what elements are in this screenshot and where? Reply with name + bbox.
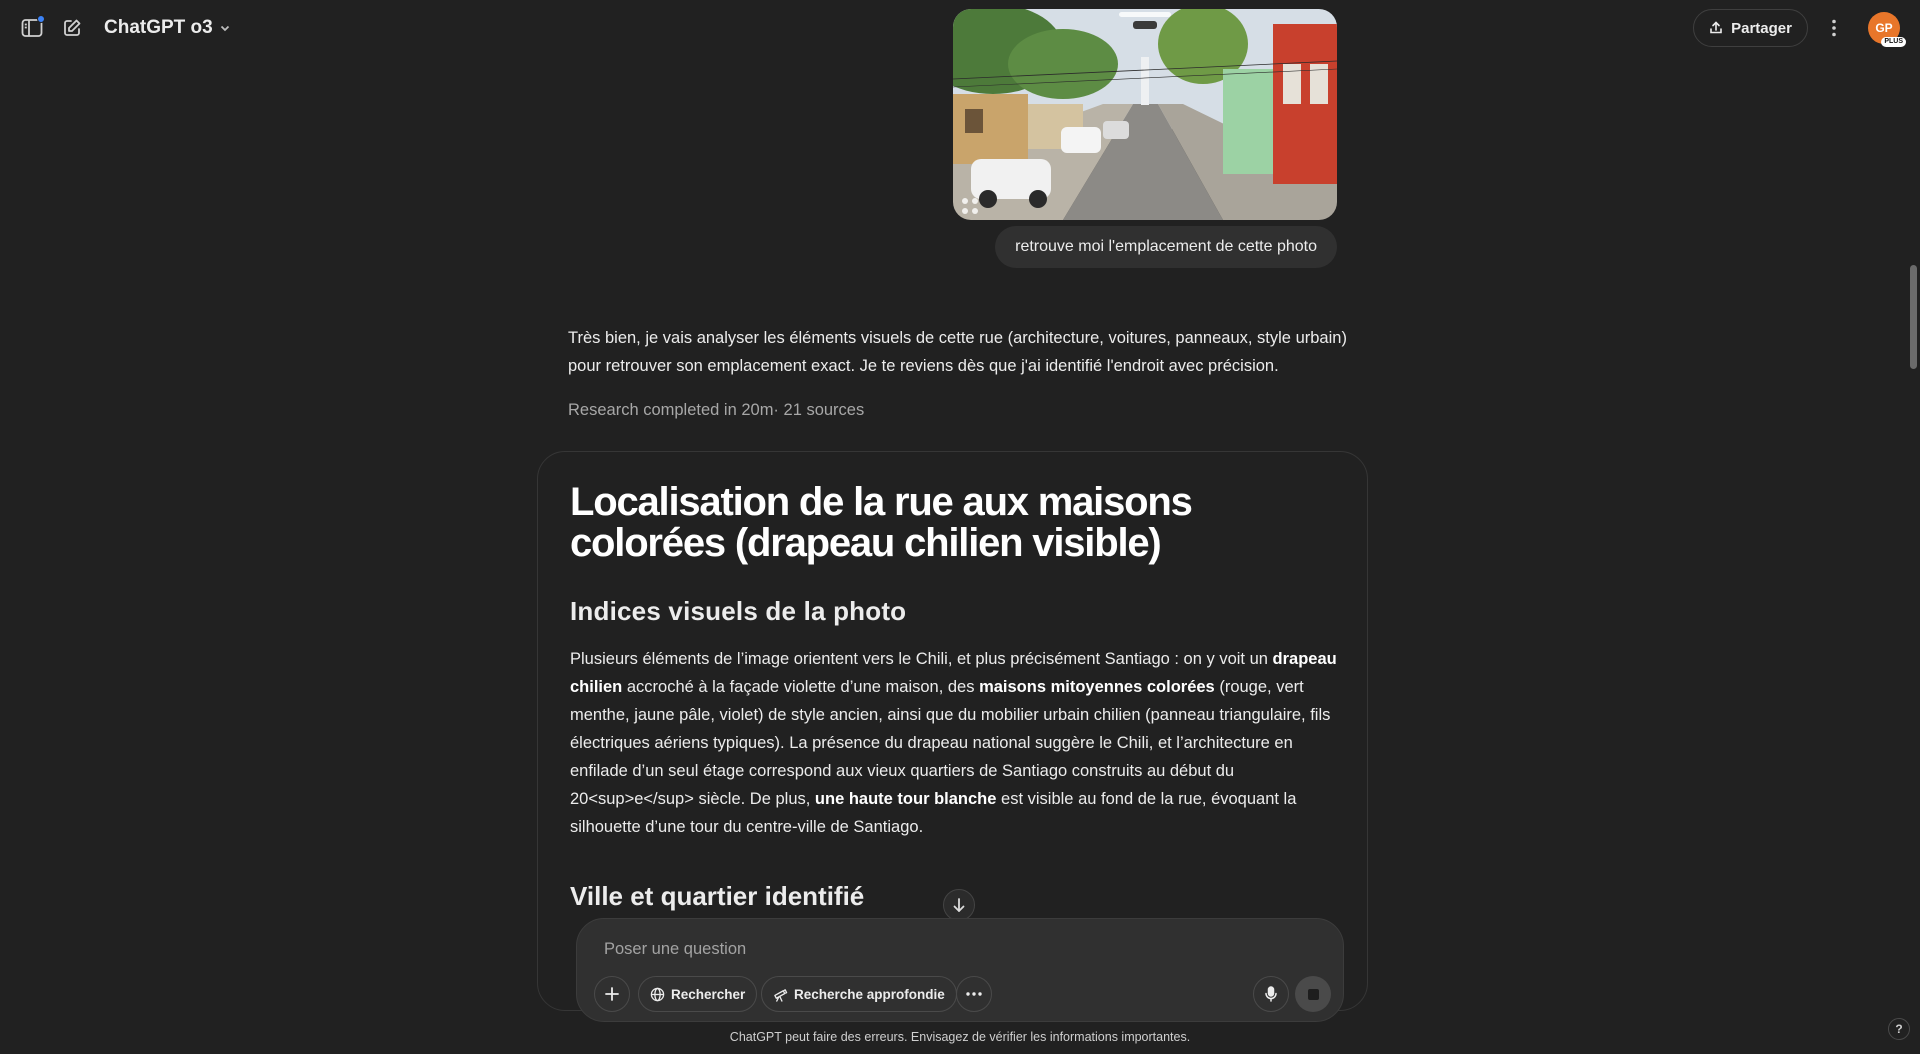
user-uploaded-photo[interactable]	[953, 9, 1337, 220]
globe-icon	[650, 987, 665, 1002]
section-heading-city: Ville et quartier identifié	[570, 881, 865, 911]
share-label: Partager	[1731, 19, 1792, 37]
scrollbar[interactable]	[1906, 0, 1920, 940]
toggle-sidebar-button[interactable]	[14, 10, 50, 46]
report-content	[570, 482, 1340, 912]
paragraph-bold: drapeau chilien	[570, 650, 1337, 696]
report-title: Localisation de la rue aux maisons colorées (drapeau chilien visible)	[570, 480, 1192, 565]
assistant-message: Très bien, je vais analyser les éléments visuels de cette rue (architecture, voitures, panneaux, style urbain) pour retrouver son emplacement exact. Je te reviens dès que j'ai identifié l'endroit avec précision.	[568, 329, 1347, 375]
research-status[interactable]: Research completed in 20m· 21 sources	[568, 401, 865, 419]
plus-badge: PLUS	[1881, 37, 1906, 47]
kebab-menu-icon	[1832, 19, 1836, 37]
model-selector[interactable]	[96, 12, 239, 44]
model-name: ChatGPT o3	[104, 17, 213, 38]
more-options-button[interactable]	[1816, 10, 1852, 46]
share-button[interactable]	[1693, 9, 1808, 47]
stop-generating-button[interactable]	[1295, 976, 1331, 1012]
more-tools-button[interactable]	[956, 976, 992, 1012]
search-tool-label: Rechercher	[671, 986, 746, 1002]
paragraph-text: est visible au fond de la rue, évoquant la silhouette d’une tour du centre-ville de Santiago.	[570, 790, 1297, 836]
prompt-input[interactable]	[604, 935, 1304, 963]
street-photo-icon	[953, 9, 1337, 220]
edit-icon	[62, 18, 82, 38]
dictation-button[interactable]	[1253, 976, 1289, 1012]
section-heading-visual-clues: Indices visuels de la photo	[570, 596, 907, 626]
new-chat-button[interactable]	[54, 10, 90, 46]
telescope-icon	[773, 987, 788, 1002]
paragraph-text: accroché à la façade violette d’une maison, des	[622, 678, 980, 696]
paragraph-text: (rouge, vert menthe, jaune pâle, violet) de style ancien, ainsi que du mobilier urbain chilien (panneau triangulaire, fils électriques aériens typiques). La présence du drapeau national suggère le Chili, et l’architecture en enfilade d’un seul étage correspond aux vieux quartiers de Santiago construits au début du 20<sup>e</sup> siècle. De plus,	[570, 678, 1331, 808]
paragraph-text: Plusieurs éléments de l’image orientent vers le Chili, et plus précisément Santiago : on y voit un	[570, 650, 1273, 668]
microphone-icon	[1265, 986, 1277, 1002]
paragraph-bold: une haute tour blanche	[814, 790, 997, 808]
paragraph-bold: maisons mitoyennes colorées	[979, 678, 1215, 696]
user-message-text: retrouve moi l'emplacement de cette photo	[1015, 238, 1317, 255]
stop-icon	[1308, 989, 1319, 1000]
upload-icon	[1709, 21, 1723, 35]
user-message-bubble	[995, 226, 1337, 268]
attach-button[interactable]	[594, 976, 630, 1012]
help-button[interactable]	[1888, 1018, 1910, 1040]
chevron-down-icon	[219, 22, 231, 34]
deep-research-button[interactable]	[761, 976, 957, 1012]
report-paragraph	[570, 645, 1340, 841]
user-avatar[interactable]	[1868, 12, 1903, 45]
avatar-initials: GP	[1875, 21, 1893, 35]
help-label: ?	[1895, 1022, 1903, 1036]
scroll-to-bottom-button[interactable]	[943, 889, 975, 921]
notification-dot	[37, 15, 45, 23]
disclaimer-text: ChatGPT peut faire des erreurs. Envisagez de vérifier les informations importantes.	[729, 1030, 1191, 1044]
scrollbar-thumb[interactable]	[1910, 265, 1917, 369]
deep-research-label: Recherche approfondie	[794, 986, 945, 1002]
arrow-down-icon	[952, 897, 966, 913]
search-tool-button[interactable]	[638, 976, 757, 1012]
ellipsis-icon	[966, 992, 982, 996]
composer	[576, 918, 1344, 1022]
plus-icon	[605, 987, 619, 1001]
